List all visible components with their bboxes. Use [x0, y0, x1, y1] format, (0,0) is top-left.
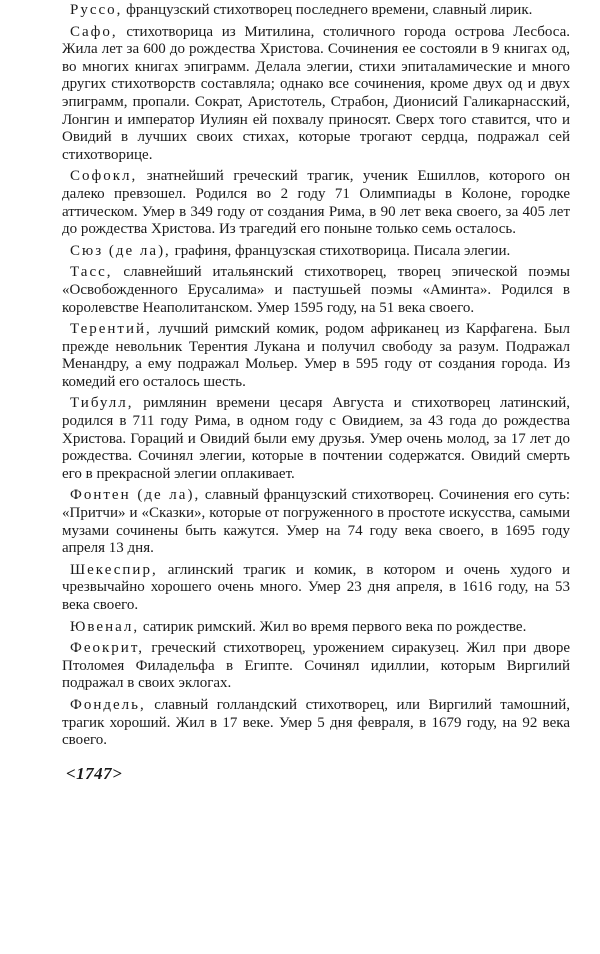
entry-headword: Сюз (де ла), — [70, 242, 171, 259]
entry-headword: Фонтен (де ла), — [70, 487, 201, 504]
entry-paragraph — [62, 321, 570, 391]
entry-text: римлянин времени цесаря Августа и стихотворец латинский, родился в 711 году Рима, в одном году с Овидием, за 43 года до рождества Христова. Гораций и Овидий были ему друзья. Умер очень молод, за 17 лет до рождества. Сочинял элегии, которые в почтении содержатся. Овидий смерть его в прекрасной элегии оплакивает. — [62, 395, 570, 482]
entry-paragraph — [62, 640, 570, 693]
entry-text: стихотворица из Митилина, столичного города острова Лесбоса. Жила лет за 600 до рождества Христова. Сочинения ее состояли в 9 книгах од, во многих книгах эпиграмм. Делала элегии, стихи эпиталамические и много других стихотворств составляла; однако все сочинения, кроме двух од и двух эпиграмм, пропали. Сократ, Аристотель, Страбон, Дионисий Галикарнасский, Лонгин и император Иулиян ей похвалу приносят. Сверх того ставится, что и Овидий в лучших своих стихах, которые трогают сердца, подражал сей стихотворице. — [62, 23, 570, 163]
entry-paragraph — [62, 697, 570, 750]
entry-text: славнейший итальянский стихотворец, творец эпической поэмы «Освобожденного Ерусалима» и пастушьей поэмы «Аминта». Родился в королевстве Неаполитанском. Умер 1595 году, на 51 века своего. — [62, 264, 570, 316]
entry-text: сатирик римский. Жил во время первого века по рождестве. — [139, 618, 527, 635]
entry-headword: Софокл, — [70, 168, 138, 185]
entry-paragraph — [62, 487, 570, 557]
entry-paragraph — [62, 243, 570, 261]
entry-paragraph — [62, 168, 570, 238]
entry-headword: Тибулл, — [70, 395, 134, 412]
entry-headword: Терентий, — [70, 321, 152, 338]
entry-paragraph — [62, 2, 570, 20]
entry-text: греческий стихотворец, урожением сиракузец. Жил при дворе Птоломея Филадельфа в Египте. Сочинял идиллии, которым Виргилий подражал в своих эклогах. — [62, 640, 570, 692]
entry-paragraph — [62, 264, 570, 317]
entry-text: знатнейший греческий трагик, ученик Ешиллов, которого он далеко превзошел. Родился во 2 году 71 Олимпиады в Колоне, городке аттическом. Умер в 349 году от создания Рима, в 90 лет века своего, за 405 лет до рождества Христова. Из трагедий его поныне только семь осталось. — [62, 168, 570, 238]
entry-paragraph — [62, 395, 570, 483]
entries-list — [62, 2, 570, 750]
entry-text: графиня, французская стихотворица. Писала элегии. — [170, 242, 511, 259]
entry-text: аглинский трагик и комик, в котором и очень худого и чрезвычайно хорошего очень много. Умер 23 дня апреля, в 1616 году, на 53 века своего. — [62, 561, 570, 613]
entry-paragraph — [62, 562, 570, 615]
entry-headword: Феокрит, — [70, 640, 145, 657]
entry-text: лучший римский комик, родом африканец из Карфагена. Был прежде невольник Терентия Лукана и получил свободу за разум. Подражал Менандру, а ему подражал Мольер. Умер в 595 году от создания города. Из комедий его осталось шесть. — [62, 321, 570, 390]
entry-headword: Руссо, — [70, 2, 123, 18]
entry-text: славный французский стихотворец. Сочинения его суть: «Притчи» и «Сказки», которые от погруженного в простоте искусства, самыми музами сочинены быть кажутся. Умер на 74 году века своего, в 1695 году апреля 13 дня. — [62, 487, 570, 557]
entry-text: французский стихотворец последнего времени, славный лирик. — [122, 2, 533, 18]
entry-text: славный голландский стихотворец, или Виргилий тамошний, трагик хороший. Жил в 17 веке. Умер 5 дня февраля, в 1679 году, на 92 века своего. — [62, 696, 570, 749]
entry-paragraph — [62, 24, 570, 165]
entry-headword: Сафо, — [70, 23, 118, 40]
page-number: <1747> — [66, 763, 123, 783]
entry-headword: Тасс, — [70, 264, 113, 281]
entry-headword: Шекеспир, — [70, 561, 158, 578]
entry-paragraph — [62, 619, 570, 637]
entry-headword: Ювенал, — [70, 618, 140, 635]
entry-headword: Фондель, — [70, 696, 146, 713]
